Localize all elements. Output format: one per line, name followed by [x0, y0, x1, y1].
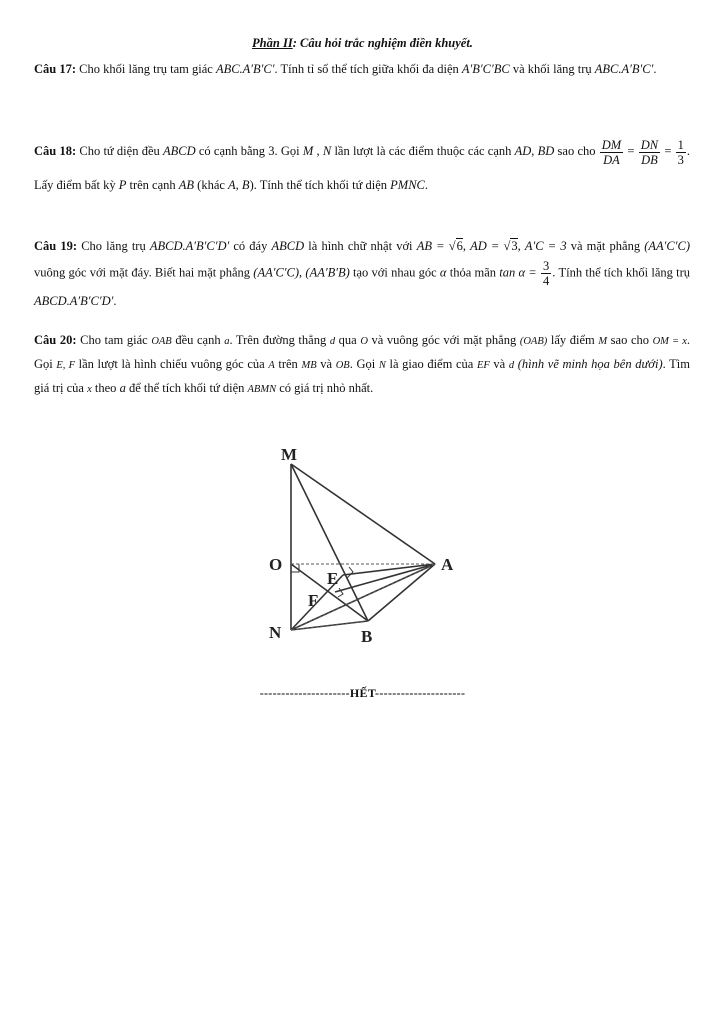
q20-math: A	[268, 360, 275, 371]
q20-text: qua	[335, 333, 361, 347]
q20-math: d	[329, 336, 336, 347]
right-angle-e	[347, 567, 353, 578]
q18-math: M , N	[302, 144, 332, 158]
label-e: E	[327, 569, 339, 588]
q20-math: EF	[476, 360, 490, 371]
q19-text: ,	[299, 265, 306, 280]
q18-math: ABCD	[162, 144, 196, 158]
q18-text: (khác	[194, 178, 229, 192]
end-marker: ---------------------HẾT---------------------	[259, 686, 466, 700]
q19-text: thỏa mãn	[446, 265, 500, 280]
q20-text: lần lượt là hình chiếu vuông góc của	[74, 357, 269, 371]
q19-math: AB =	[416, 239, 449, 253]
q20-text: có giá trị nhỏ nhất.	[276, 381, 374, 395]
q20-math: x	[87, 384, 92, 395]
sqrt-radicand: 6	[456, 239, 463, 253]
q20-math: E, F	[56, 360, 75, 371]
q18-text: Cho tứ diện đều	[76, 144, 163, 158]
q17-text: và khối lăng trụ	[509, 62, 595, 76]
q18-text: .	[424, 178, 428, 192]
q17-text: . Tính tỉ số thể tích giữa khối đa diện	[274, 62, 462, 76]
q19-text: ,	[462, 239, 471, 253]
fraction-numerator: 3	[542, 259, 550, 273]
q20-label: Câu 20:	[34, 333, 77, 347]
sqrt-radicand: 3	[511, 239, 518, 253]
q20-math: d	[508, 360, 515, 371]
fraction-dn-db	[639, 138, 660, 167]
q20-text: sao cho	[607, 333, 653, 347]
q19-math: ABCD	[271, 239, 305, 253]
q19-math: tan α =	[499, 265, 540, 280]
q19-math: A′C = 3	[524, 239, 567, 253]
q20-text: và vuông góc với mặt phẳng	[367, 333, 520, 347]
q19-math: (AA′C′C)	[644, 239, 690, 253]
q20-math: ABMN	[247, 384, 277, 395]
q19-text: Cho lăng trụ	[77, 239, 150, 253]
fraction-dm-da	[600, 138, 623, 167]
q17-text: Cho khối lăng trụ tam giác	[76, 62, 216, 76]
q19-math: ABCD.A′B′C′D′	[34, 294, 114, 308]
fraction-one-third	[676, 138, 686, 167]
question-19: Câu 19: Cho lăng trụ ABCD.A′B′C′D′ có đáy ABCD là hình chữ nhật với AB = √6, AD = √3, A′C = 3 và mặt phẳng (AA′C′C) vuông góc với mặt đáy. Biết hai mặt phẳng (AA′C′C), (AA′B′B) tạo với nhau góc α thỏa mãn tan α = $\frac{3}{4}$ . Tính thể tích khối lăng trụ ABCD.A′B′C′D′.	[34, 239, 690, 308]
q17-text: .	[653, 62, 657, 76]
q20-text: và	[316, 357, 336, 371]
segment-ma	[291, 464, 435, 564]
section-heading	[0, 36, 725, 51]
q20-text: và	[489, 357, 509, 371]
label-n: N	[269, 623, 282, 642]
tetrahedron-figure	[255, 440, 465, 650]
q17-math: ABC.A′B′C′	[215, 62, 275, 76]
q18-math: PMNC	[390, 178, 425, 192]
q17-math: ABC.A′B′C′	[594, 62, 654, 76]
q17-label: Câu 17:	[34, 62, 77, 76]
q20-text: . Gọi	[349, 357, 379, 371]
q20-figure-note: (hình vẽ minh họa bên dưới)	[514, 357, 663, 371]
q20-text: là giao điểm của	[385, 357, 477, 371]
q19-text: . Tính thể tích khối lăng trụ	[552, 265, 690, 280]
q19-math: (AA′C′C)	[253, 265, 300, 280]
q17-math: A′B′C′BC	[461, 62, 510, 76]
q20-text: trên	[274, 357, 302, 371]
fraction-denominator: 3	[677, 152, 684, 167]
q20-math: OM = x	[652, 336, 687, 347]
q20-text: lấy điểm	[547, 333, 599, 347]
q19-math: (AA′B′B)	[305, 265, 350, 280]
q20-math: a	[119, 381, 126, 395]
q20-math: N	[378, 360, 386, 371]
q18-math: AB	[178, 178, 195, 192]
q18-math: P	[118, 178, 127, 192]
q18-text: trên cạnh	[126, 178, 179, 192]
q18-math: AD, BD	[514, 144, 555, 158]
q20-text: . Tìm giá trị của	[34, 357, 690, 395]
q19-math: AD =	[470, 239, 504, 253]
fraction-denominator: DB	[641, 152, 658, 167]
q20-text: . Trên đường thẳng	[229, 333, 330, 347]
label-f: F	[308, 591, 319, 610]
question-17	[34, 58, 690, 80]
fraction-numerator: DM	[601, 137, 622, 152]
q19-text: và mặt phẳng	[566, 239, 645, 253]
q20-text: Cho tam giác	[76, 333, 152, 347]
label-m: M	[281, 445, 298, 464]
section-title: : Câu hỏi trắc nghiệm điền khuyết.	[292, 36, 473, 50]
question-18: Câu 18: Cho tứ diện đều ABCD có cạnh bằng 3. Gọi M , N lần lượt là các điểm thuộc các cạnh AD, BD sao cho $\frac{DM}{DA}$ = $\frac{DN}{DB}$ = $\frac{1}{3}$ . Lấy điểm bất kỳ P trên cạnh AB (khác A, B). Tính thể tích khối tứ diện PMNC.	[34, 137, 690, 192]
fraction-numerator: DN	[640, 137, 659, 152]
q20-math: OAB	[151, 336, 172, 347]
q20-math: OB	[335, 360, 350, 371]
fraction-three-quarters	[541, 259, 551, 288]
label-o: O	[269, 555, 283, 574]
q19-text: .	[113, 294, 117, 308]
q20-text: đều cạnh	[171, 333, 225, 347]
q19-text: vuông góc với mặt đáy. Biết hai mặt phẳng	[34, 265, 254, 280]
q18-text: sao cho	[554, 144, 599, 158]
q19-text: là hình chữ nhật với	[304, 239, 417, 253]
q20-math: a	[224, 336, 230, 347]
q20-math: O	[360, 336, 368, 347]
label-b: B	[361, 627, 373, 646]
fraction-numerator: 1	[677, 137, 684, 152]
q20-text: theo	[91, 381, 120, 395]
q20-math: M	[598, 336, 608, 347]
q19-text: có đáy	[229, 239, 272, 253]
question-20	[34, 329, 690, 401]
q18-label: Câu 18:	[34, 144, 77, 158]
q18-text: có cạnh bằng 3. Gọi	[195, 144, 303, 158]
q18-text: lần lượt là các điểm thuộc các cạnh	[331, 144, 515, 158]
q19-math: ABCD.A′B′C′D′	[149, 239, 230, 253]
q19-text: tạo với nhau góc	[349, 265, 440, 280]
q20-math: MB	[301, 360, 317, 371]
label-a: A	[441, 555, 454, 574]
fraction-denominator: DA	[603, 152, 620, 167]
q20-text: để thể tích khối tứ diện	[125, 381, 248, 395]
segment-mb	[291, 464, 368, 621]
fraction-denominator: 4	[542, 274, 550, 288]
q18-math: A, B	[228, 178, 250, 192]
q20-text: . Gọi	[34, 333, 690, 371]
q19-label: Câu 19:	[34, 239, 78, 253]
q18-text: ). Tính thể tích khối tứ diện	[249, 178, 391, 192]
q19-math: α	[439, 265, 447, 280]
q20-math: (OAB)	[519, 336, 548, 347]
q18-text: . Lấy điểm bất kỳ	[34, 144, 690, 192]
section-part: Phần II	[252, 36, 293, 50]
q19-text: ,	[517, 239, 525, 253]
